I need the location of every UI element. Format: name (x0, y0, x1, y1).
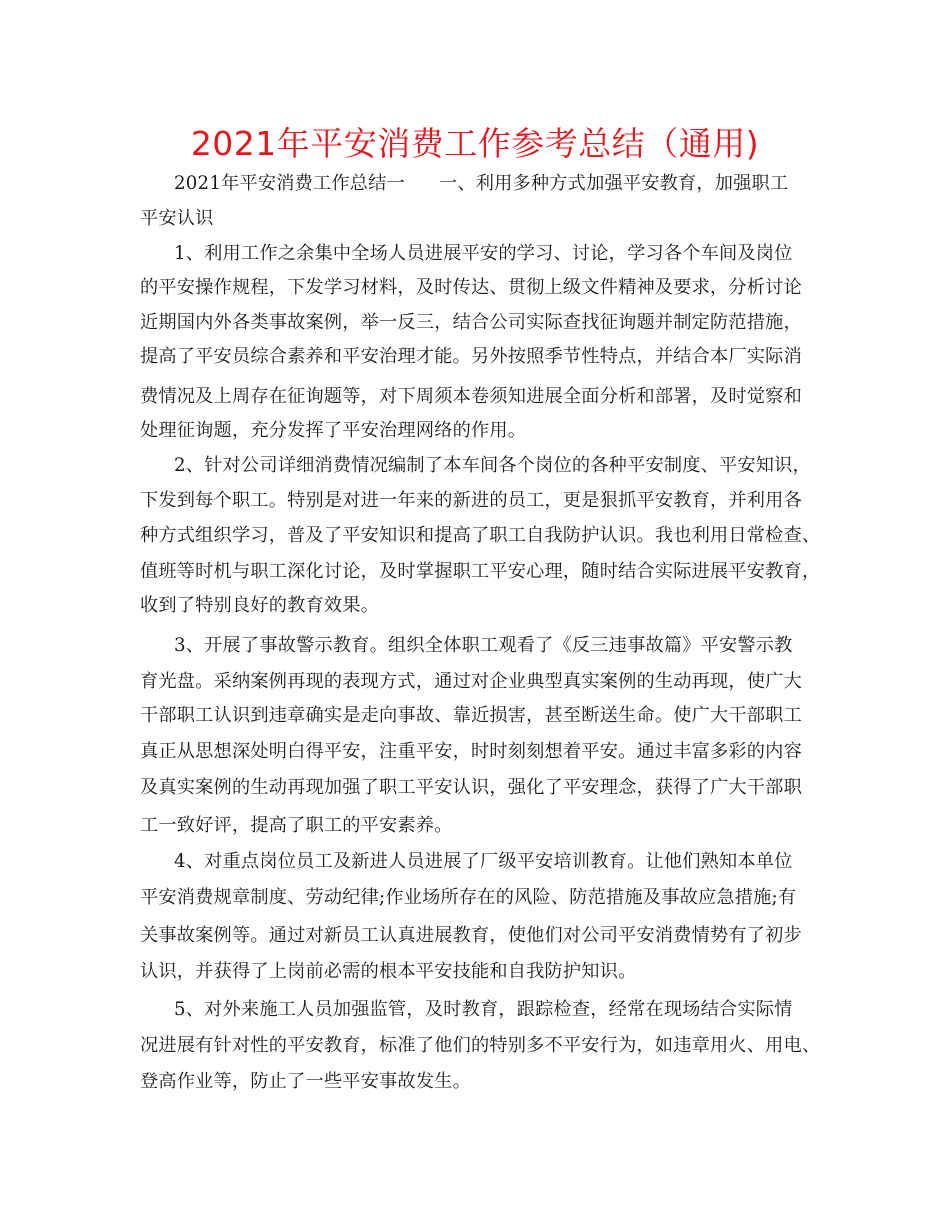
intro-line (174, 170, 788, 198)
paragraph-line: 的平安操作规程，下发学习材料，及时传达、贯彻上级文件精神及要求，分析讨论 (140, 277, 802, 298)
paragraph-line: 登高作业等，防止了一些平安事故发生。 (140, 1071, 471, 1092)
paragraph-line: 收到了特别良好的教育效果。 (140, 595, 380, 616)
paragraph-line: 及真实案例的生动再现加强了职工平安认识，强化了平安理念，获得了广大干部职 (140, 777, 802, 798)
section-heading: 一、利用多种方式加强平安教育，加强职工 (438, 173, 789, 194)
paragraph-line: 4、对重点岗位员工及新进人员进展了厂级平安培训教育。让他们熟知本单位 (174, 851, 793, 872)
paragraph-line: 处理征询题，充分发挥了平安治理网络的作用。 (140, 420, 527, 441)
paragraph-line: 平安消费规章制度、劳动纪律;作业场所存在的风险、防范措施及事故应急措施;有 (140, 887, 797, 908)
paragraph-line: 干部职工认识到违章确实是走向事故、靠近损害，甚至断送生命。使广大干部职工 (140, 705, 802, 726)
paragraph-line: 5、对外来施工人员加强监管，及时教育，跟踪检查，经常在现场结合实际情 (174, 999, 793, 1020)
paragraph-line: 平安认识 (140, 208, 214, 229)
paragraph-line: 下发到每个职工。特别是对进一年来的新进的员工，更是狠抓平安教育，并利用各 (140, 490, 802, 511)
paragraph-line: 1、利用工作之余集中全场人员进展平安的学习、讨论，学习各个车间及岗位 (174, 243, 793, 264)
paragraph-line: 关事故案例等。通过对新员工认真进展教育，使他们对公司平安消费情势有了初步 (140, 925, 802, 946)
paragraph-line: 提高了平安员综合素养和平安治理才能。另外按照季节性特点，并结合本厂实际消 (140, 346, 802, 367)
paragraph-line: 2、针对公司详细消费情况编制了本车间各个岗位的各种平安制度、平安知识， (174, 455, 811, 476)
summary-heading: 2021年平安消费工作总结一 (174, 173, 405, 194)
paragraph-line: 真正从思想深处明白得平安，注重平安，时时刻刻想着平安。通过丰富多彩的内容 (140, 741, 802, 762)
paragraph-line: 3、开展了事故警示教育。组织全体职工观看了《反三违事故篇》平安警示教 (174, 635, 793, 656)
paragraph-line: 认识，并获得了上岗前必需的根本平安技能和自我防护知识。 (140, 961, 637, 982)
paragraph-line: 种方式组织学习，普及了平安知识和提高了职工自我防护认识。我也利用日常检查、 (140, 525, 821, 546)
paragraph-line: 费情况及上周存在征询题等，对下周须本卷须知进展全面分析和部署，及时觉察和 (140, 386, 802, 407)
paragraph-line: 况进展有针对性的平安教育，标准了他们的特别多不平安行为，如违章用火、用电、 (140, 1035, 821, 1056)
document-title: 2021年平安消费工作参考总结（通用) (190, 124, 760, 163)
paragraph-line: 值班等时机与职工深化讨论，及时掌握职工平安心理，随时结合实际进展平安教育， (140, 561, 821, 582)
paragraph-line: 工一致好评，提高了职工的平安素养。 (140, 815, 453, 836)
paragraph-line: 近期国内外各类事故案例，举一反三，结合公司实际查找征询题并制定防范措施， (140, 312, 802, 333)
paragraph-line: 育光盘。采纳案例再现的表现方式，通过对企业典型真实案例的生动再现，使广大 (140, 671, 802, 692)
